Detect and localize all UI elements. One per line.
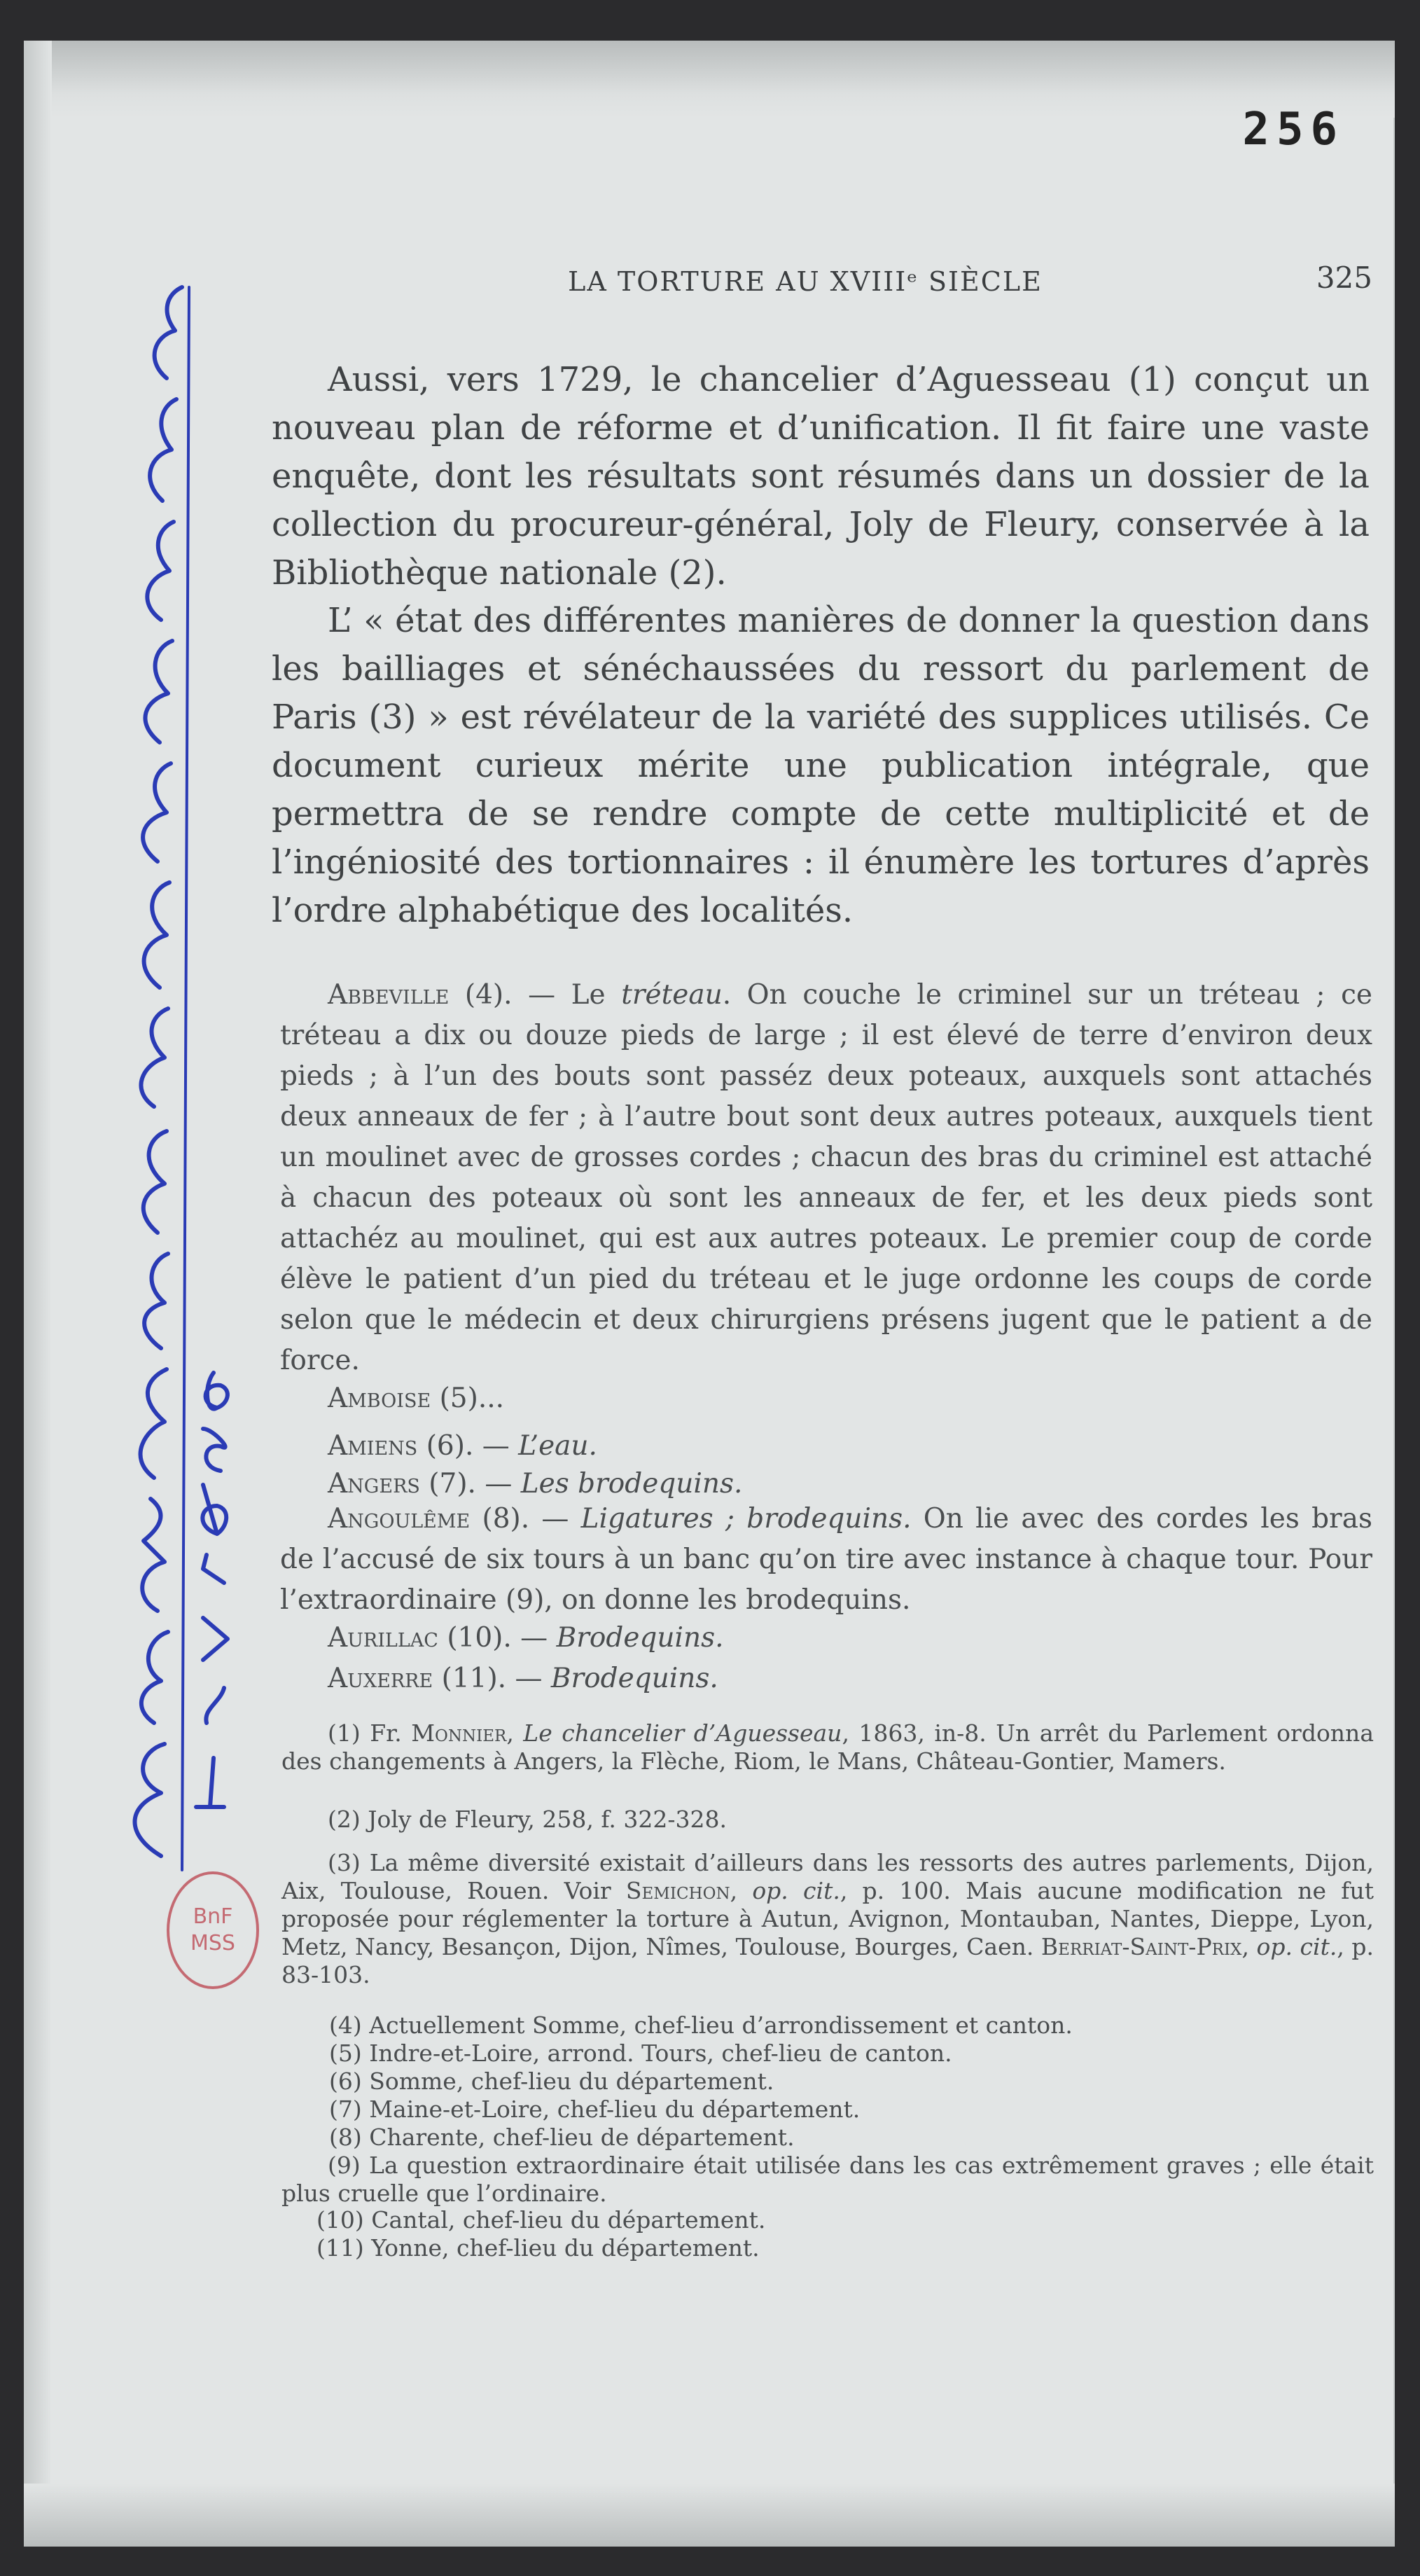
footnote-text: (1) Fr. bbox=[328, 1719, 412, 1747]
entry-text: (5)... bbox=[431, 1383, 505, 1414]
entry-term: Brodequins. bbox=[550, 1663, 718, 1694]
entry-place: Angoulême bbox=[328, 1503, 471, 1535]
entry-text: (6). — bbox=[417, 1430, 519, 1462]
entry-text: (8). — bbox=[470, 1503, 581, 1535]
footnote-8: (8) Charente, chef-lieu de département. bbox=[329, 2124, 795, 2151]
footnote-6: (6) Somme, chef-lieu du département. bbox=[329, 2068, 774, 2095]
entry-text: . On couche le criminel sur un tréteau ; ce tréteau a dix ou douze pieds de large ; il est élevé de terre d’environ deux pieds ; à l’un des bouts sont passéz deux poteaux, auxquels sont attachés deux anneaux de fer ; à l’autre bout sont deux autres poteaux, auxquels tient un moulinet avec de grosses cordes ; chacun des bras du criminel est attaché à chacun des poteaux où sont les anneaux de fer, et les deux pieds sont attachéz au moulinet, qui est aux autres poteaux. Le premier coup de corde élève le patient d’un pied du tréteau et le juge ordonne les coups de corde selon que le médecin et deux chirurgiens présens jugent que le patient a de force. bbox=[280, 979, 1372, 1376]
entry-place: Amboise bbox=[328, 1383, 431, 1414]
entry-place: Amiens bbox=[328, 1430, 418, 1462]
footnote-9: (9) La question extraordinaire était utilisée dans les cas extrêmement graves ; elle était plus cruelle que l’ordinaire. bbox=[281, 2152, 1374, 2207]
entry-amiens bbox=[280, 1426, 1372, 1467]
body-paragraph-1: Aussi, vers 1729, le chancelier d’Aguesseau (1) conçut un nouveau plan de réforme et d’unification. Il fit faire une vaste enquête, dont les résultats sont résumés dans un dossier de la collection du procureur-général, Joly de Fleury, conservée à la Bibliothèque nationale (2). bbox=[272, 360, 1370, 593]
running-head: LA TORTURE AU XVIIIᵉ SIÈCLE bbox=[568, 266, 1043, 297]
entry-place: Aurillac bbox=[328, 1622, 438, 1654]
entry-auxerre bbox=[280, 1659, 1372, 1699]
stamp-line-1: BnF bbox=[193, 1904, 233, 1929]
footnote-text: , 1863, in-8. Un arrêt du Parlement ordonna des changements à Angers, la Flèche, Riom, le Mans, Château-Gontier, Mamers. bbox=[281, 1719, 1374, 1775]
footnote-text: (3) La même diversité existait d’ailleurs dans les ressorts des autres parlements, Dijon, Aix, Toulouse, Rouen. Voir bbox=[281, 1849, 1374, 1904]
handwriting-stroke bbox=[135, 1744, 165, 1856]
footnote-author: Monnier bbox=[411, 1719, 507, 1747]
handwritten-annotation bbox=[84, 266, 266, 1877]
footnote-title: Le chancelier d’Aguesseau bbox=[523, 1719, 842, 1747]
footnote-text: , p. 83-103. bbox=[281, 1933, 1374, 1988]
page-number: 325 bbox=[1316, 261, 1372, 295]
footnote-author: Berriat-Saint-Prix bbox=[1040, 1933, 1242, 1960]
stamp-line-2: MSS bbox=[190, 1931, 235, 1955]
footnote-7: (7) Maine-et-Loire, chef-lieu du département. bbox=[329, 2096, 861, 2123]
scan-left-shadow bbox=[24, 41, 52, 2547]
entry-term: Brodequins. bbox=[556, 1622, 724, 1654]
entry-text: (10). — bbox=[438, 1622, 557, 1654]
footnote-text: , bbox=[506, 1719, 524, 1747]
footnote-11: (11) Yonne, chef-lieu du département. bbox=[316, 2234, 760, 2262]
footnote-10: (10) Cantal, chef-lieu du département. bbox=[316, 2206, 766, 2234]
entry-text: (7). — bbox=[419, 1468, 521, 1500]
bnf-mss-stamp bbox=[167, 1871, 259, 1989]
footnote-op-cit: op. cit. bbox=[752, 1877, 840, 1904]
entry-note-ref: (4). — Le bbox=[449, 979, 622, 1011]
entry-term: Ligatures ; brodequins. bbox=[580, 1503, 912, 1535]
entry-text: On lie avec des cordes les bras de l’accusé de six tours à un banc qu’on tire avec instance à chaque tour. Pour l’extraordinaire (9), on donne les brodequins. bbox=[280, 1503, 1372, 1616]
entry-angouleme bbox=[280, 1499, 1372, 1621]
footnote-3 bbox=[281, 1849, 1374, 1989]
entry-place: Angers bbox=[328, 1468, 420, 1500]
entry-place: Auxerre bbox=[328, 1663, 433, 1694]
entry-abbeville bbox=[280, 975, 1372, 1381]
footnote-text: , p. 100. Mais aucune modification ne fut proposée pour réglementer la torture à Autun, Avignon, Montauban, Nantes, Dieppe, Lyon, Metz, Nancy, Besançon, Dijon, Nîmes, Toulouse, Bourges, Caen. bbox=[281, 1877, 1374, 1960]
entry-aurillac bbox=[280, 1618, 1372, 1659]
footnote-5: (5) Indre-et-Loire, arrond. Tours, chef-lieu de canton. bbox=[329, 2040, 952, 2067]
body-paragraph-2: L’ « état des différentes manières de donner la question dans les bailliages et sénéchaussées du ressort du parlement de Paris (3) » est révélateur de la variété des supplices utilisés. Ce document curieux mérite une publication intégrale, que permettra de se rendre compte de cette multiplicité et de l’ingéniosité des tortionnaires : il énumère les tortures d’après l’ordre alphabétique des localités. bbox=[272, 601, 1370, 930]
footnote-2: (2) Joly de Fleury, 258, f. 322-328. bbox=[328, 1806, 728, 1833]
entry-place: Abbeville bbox=[328, 979, 450, 1011]
scan-bottom-shadow bbox=[24, 2484, 1395, 2547]
footnote-text: , bbox=[1241, 1933, 1257, 1960]
entry-term: Les brodequins. bbox=[520, 1468, 743, 1500]
footnote-text: , bbox=[730, 1877, 753, 1904]
footnote-op-cit: op. cit. bbox=[1256, 1933, 1337, 1960]
footnote-4: (4) Actuellement Somme, chef-lieu d’arrondissement et canton. bbox=[329, 2011, 1073, 2039]
scan-top-shadow bbox=[24, 41, 1395, 118]
entry-term: tréteau bbox=[621, 979, 723, 1011]
footnote-1 bbox=[281, 1719, 1374, 1775]
footnote-author: Semichon bbox=[625, 1877, 730, 1904]
entry-term: L’eau. bbox=[518, 1430, 597, 1462]
entry-amboise bbox=[280, 1378, 1372, 1419]
archive-folio-number: 256 bbox=[1242, 104, 1344, 155]
entry-text: (11). — bbox=[433, 1663, 551, 1694]
